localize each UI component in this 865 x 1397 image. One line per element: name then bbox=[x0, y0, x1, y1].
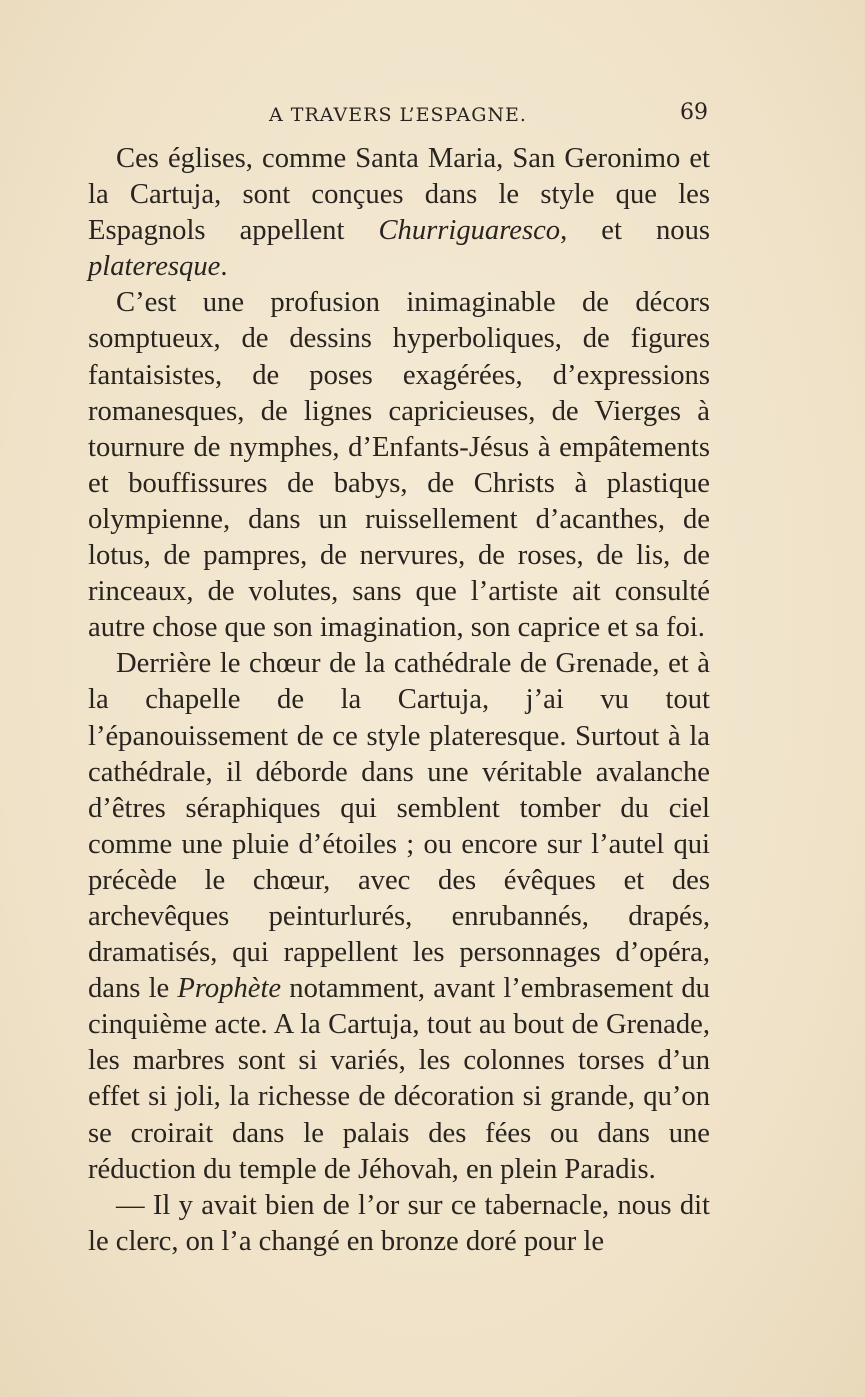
italic-title-prophete: Prophète bbox=[177, 973, 282, 1005]
page-number: 69 bbox=[680, 100, 708, 125]
paragraph-1-text-a: Ces églises, comme Santa Maria, San Geronimo et la Cartuja, sont conçues dans le style que les Espagnols appellent bbox=[88, 143, 710, 247]
paragraph-1-text-b: , et nous bbox=[560, 215, 710, 247]
paragraph-4: — Il y avait bien de l’or sur ce tabernacle, nous dit le clerc, on l’a changé en bronze doré pour le bbox=[88, 1189, 710, 1257]
running-head bbox=[88, 100, 708, 130]
paragraph-1 bbox=[88, 141, 710, 285]
paragraph-3 bbox=[88, 646, 710, 1187]
paragraph-2: C’est une profusion inimaginable de décors somptueux, de dessins hyperboliques, de figures fantaisistes, de poses exagérées, d’expressions romanesques, de lignes capricieuses, de Vierges à tournure de nymphes, d’Enfants-Jésus à empâtements et bouffissures de babys, de Christs à plastique olympienne, dans un ruissellement d’acanthes, de lotus, de pampres, de nervures, de roses, de lis, de rinceaux, de volutes, sans que l’artiste ait consulté autre chose que son imagination, son caprice et sa foi. bbox=[88, 287, 710, 644]
running-title: A TRAVERS L’ESPAGNE. bbox=[269, 104, 527, 126]
italic-term-churriguaresco: Churriguaresco bbox=[378, 215, 561, 247]
paragraph-3-text-b: notamment, avant l’embrasement du cinquième acte. A la Cartuja, tout au bout de Grenade, les marbres sont si variés, les colonnes torses d’un effet si joli, la richesse de décoration si grande, qu’on se croirait dans le palais des fées ou dans une réduction du temple de Jéhovah, en plein Paradis. bbox=[88, 973, 710, 1185]
paragraph-3-text-a: Derrière le chœur de la cathédrale de Grenade, et à la chapelle de la Cartuja, j’ai vu tout l’épanouissement de ce style plateresque. Surtout à la cathédrale, il déborde dans une véritable avalanche d’êtres séraphiques qui semblent tomber du ciel comme une pluie d’étoiles ; ou encore sur l’autel qui précède le chœur, avec des évêques et des archevêques peinturlurés, enrubannés, drapés, dramatisés, qui rappellent les personnages d’opéra, dans le bbox=[88, 648, 710, 1005]
italic-term-plateresque: plateresque bbox=[88, 251, 221, 283]
body-text bbox=[88, 141, 710, 1260]
paragraph-1-text-c: . bbox=[220, 251, 228, 283]
